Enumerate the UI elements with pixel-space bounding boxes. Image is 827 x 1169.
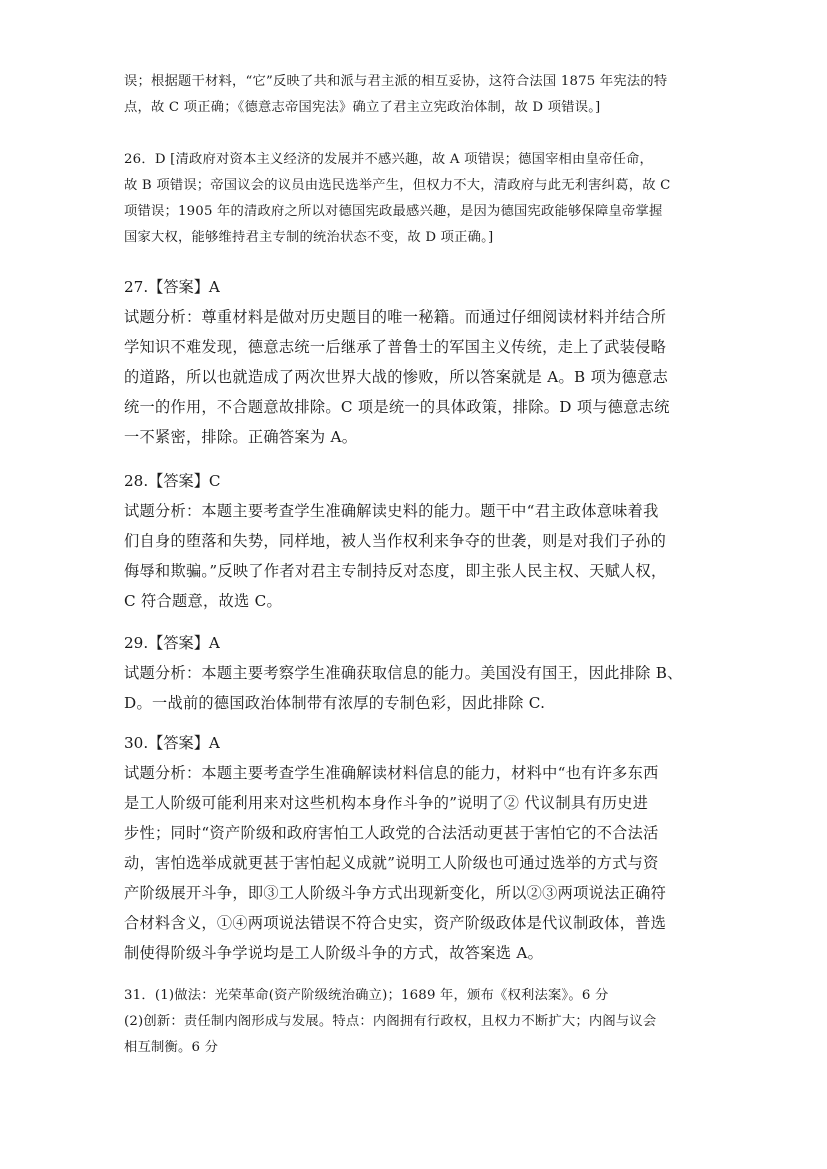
answer-header: 27.【答案】A	[124, 278, 220, 296]
text-line: C 符合题意，故选 C。	[124, 592, 282, 610]
q31-answer	[124, 983, 709, 1061]
text-line: D。一战前的德国政治体制带有浓厚的专制色彩，因此排除 C.	[124, 694, 546, 712]
text-line: 试题分析：本题主要考察学生准确获取信息的能力。美国没有国王，因此排除 B、	[124, 664, 683, 682]
text-line: 是工人阶级可能利用来对这些机构本身作斗争的”说明了② 代议制具有历史进	[124, 794, 649, 812]
text-line: 国家大权，能够维持君主专制的统治状态不变，故 D 项正确。]	[124, 230, 494, 245]
text-line: 们自身的堕落和失势，同样地，被人当作权利来争夺的世袭，则是对我们子孙的	[124, 532, 667, 550]
text-line: 26．D [清政府对资本主义经济的发展并不感兴趣，故 A 项错误；德国宰相由皇帝任命，	[124, 152, 654, 167]
text-line: 统一的作用，不合题意故排除。C 项是统一的具体政策，排除。D 项与德意志统	[124, 398, 670, 416]
answer-header: 30.【答案】A	[124, 734, 220, 752]
answer-header: 28.【答案】C	[124, 472, 221, 490]
text-line: 误；根据题干材料，“它”反映了共和派与君主派的相互妥协，这符合法国 1875 年宪法的特	[124, 74, 668, 89]
text-line: 试题分析：本题主要考查学生准确解读材料信息的能力，材料中“也有许多东西	[124, 764, 659, 782]
q26-answer	[124, 147, 709, 251]
text-line: 动，害怕选举成就更甚于害怕起义成就”说明工人阶级也可通过选举的方式与资	[124, 854, 659, 872]
text-line: 试题分析：本题主要考查学生准确解读史料的能力。题干中“君主政体意味着我	[124, 502, 659, 520]
text-line: 一不紧密，排除。正确答案为 A。	[124, 428, 358, 446]
q29-section	[124, 628, 709, 718]
text-line: (2)创新：责任制内阁形成与发展。特点：内阁拥有行政权，且权力不断扩大；内阁与议会	[124, 1014, 657, 1029]
text-line: 故 B 项错误；帝国议会的议员由选民选举产生，但权力不大，清政府与此无利害纠葛，故 C	[124, 178, 671, 193]
q30-section	[124, 728, 709, 968]
q27-section	[124, 272, 709, 452]
text-line: 制使得阶级斗争学说均是工人阶级斗争的方式，故答案选 A。	[124, 944, 544, 962]
text-line: 合材料含义，①④两项说法错误不符合史实，资产阶级政体是代议制政体，普选	[124, 914, 667, 932]
text-line: 学知识不难发现，德意志统一后继承了普鲁士的军国主义传统，走上了武装侵略	[124, 338, 667, 356]
text-line: 点，故 C 项正确；《德意志帝国宪法》确立了君主立宪政治体制，故 D 项错误。]	[124, 100, 601, 115]
text-line: 相互制衡。6 分	[124, 1040, 219, 1055]
text-line: 步性；同时“资产阶级和政府害怕工人政党的合法活动更甚于害怕它的不合法活	[124, 824, 659, 842]
answer-header: 29.【答案】A	[124, 634, 220, 652]
text-line: 项错误；1905 年的清政府之所以对德国宪政最感兴趣，是因为德国宪政能够保障皇帝掌握	[124, 204, 663, 219]
text-line: 的道路，所以也就造成了两次世界大战的惨败，所以答案就是 A。B 项为德意志	[124, 368, 669, 386]
text-line: 试题分析：尊重材料是做对历史题目的唯一秘籍。而通过仔细阅读材料并结合所	[124, 308, 667, 326]
q28-section	[124, 466, 709, 616]
text-line: 产阶级展开斗争，即③工人阶级斗争方式出现新变化，所以②③两项说法正确符	[124, 884, 667, 902]
text-line: 31．(1)做法：光荣革命(资产阶级统治确立)；1689 年，颁布《权利法案》。6 分	[124, 988, 609, 1003]
text-line: 侮辱和欺骗。”反映了作者对君主专制持反对态度，即主张人民主权、天赋人权，	[124, 562, 667, 580]
q25-continuation	[124, 69, 709, 121]
